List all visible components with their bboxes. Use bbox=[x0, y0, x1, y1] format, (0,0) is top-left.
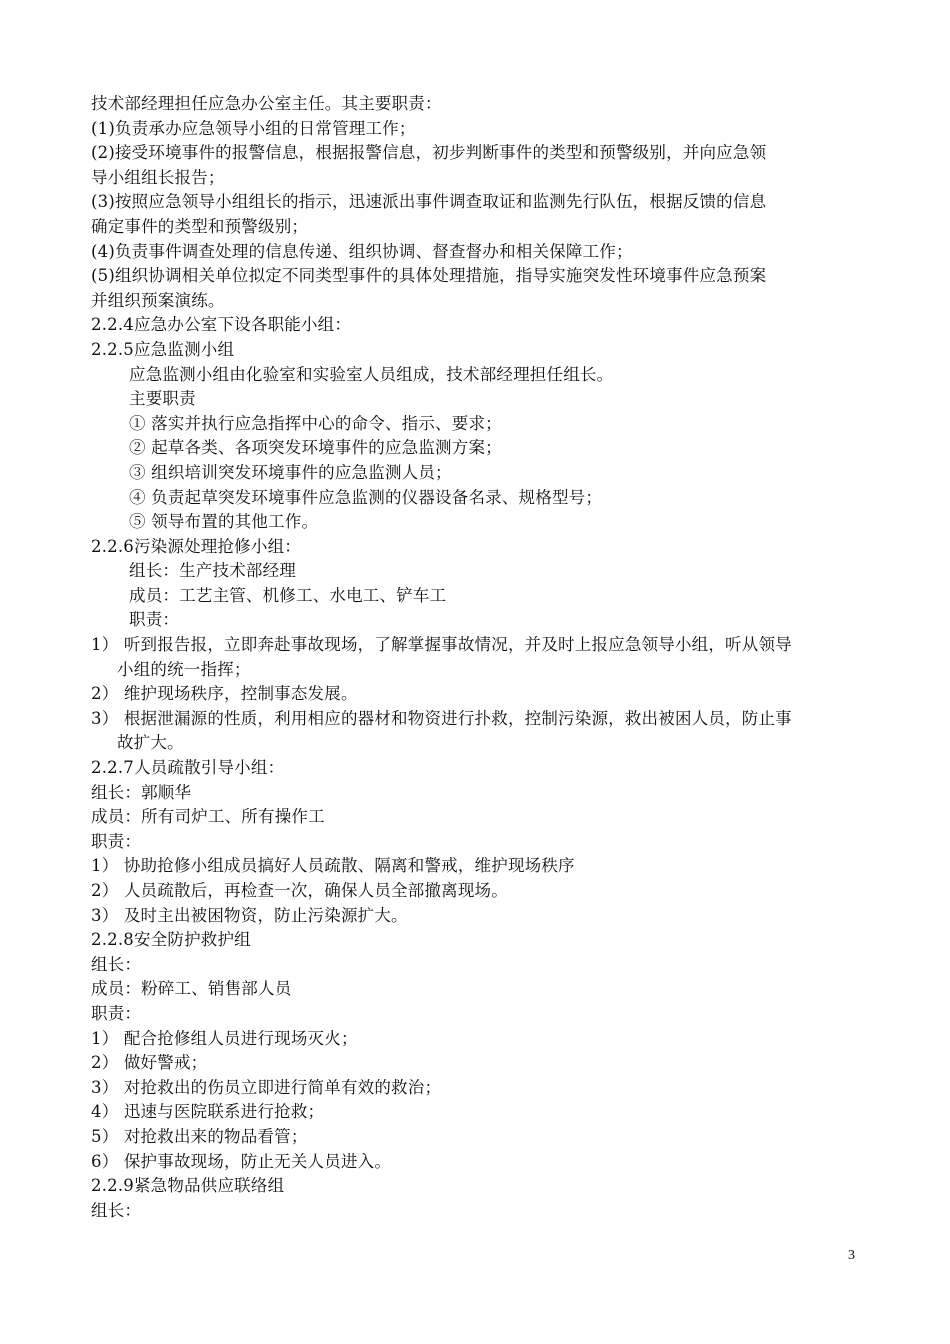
paragraph: 成员：所有司炉工、所有操作工 bbox=[91, 807, 325, 827]
list-item: 3） 及时主出被困物资，防止污染源扩大。 bbox=[91, 905, 408, 925]
paragraph: 职责： bbox=[91, 831, 142, 851]
list-item: 6） 保护事故现场，防止无关人员进入。 bbox=[91, 1151, 392, 1171]
paragraph: 成员：工艺主管、机修工、水电工、铲车工 bbox=[129, 585, 447, 605]
paragraph: 组长：生产技术部经理 bbox=[129, 561, 296, 581]
list-item: 2） 人员疏散后，再检查一次，确保人员全部撤离现场。 bbox=[91, 881, 508, 900]
list-item: ⑤ 领导布置的其他工作。 bbox=[129, 512, 319, 532]
list-item-continuation: 确定事件的类型和预警级别； bbox=[91, 216, 309, 236]
paragraph: 组长：郭顺华 bbox=[91, 782, 192, 802]
section-heading: 2.2.5应急监测小组 bbox=[91, 339, 235, 359]
list-item: 2） 维护现场秩序，控制事态发展。 bbox=[91, 684, 358, 704]
list-item: (5)组织协调相关单位拟定不同类型事件的具体处理措施，指导实施突发性环境事件应急预案 bbox=[91, 266, 767, 286]
list-item: 1） 听到报告报，立即奔赴事故现场，了解掌握事故情况，并及时上报应急领导小组，听从领导 bbox=[91, 635, 792, 655]
section-heading: 2.2.7人员疏散引导小组： bbox=[91, 758, 285, 778]
list-item: ③ 组织培训突发环境事件的应急监测人员； bbox=[129, 462, 452, 482]
list-item: (4)负责事件调查处理的信息传递、组织协调、督查督办和相关保障工作； bbox=[91, 241, 633, 261]
list-item: ④ 负责起草突发环境事件应急监测的仪器设备名录、规格型号； bbox=[129, 487, 603, 507]
list-item: ② 起草各类、各项突发环境事件的应急监测方案； bbox=[129, 438, 502, 458]
list-item: 5） 对抢救出来的物品看管； bbox=[91, 1126, 308, 1146]
paragraph: 组长： bbox=[91, 954, 142, 974]
section-heading: 2.2.4应急办公室下设各职能小组： bbox=[91, 315, 352, 335]
section-heading: 2.2.9紧急物品供应联络组 bbox=[91, 1176, 285, 1196]
list-item-continuation: 小组的统一指挥； bbox=[117, 659, 251, 679]
paragraph: 职责： bbox=[129, 610, 180, 630]
list-item-continuation: 并组织预案演练。 bbox=[91, 290, 225, 310]
list-item: (2)接受环境事件的报警信息，根据报警信息，初步判断事件的类型和预警级别，并向应急领 bbox=[91, 143, 767, 163]
list-item: (3)按照应急领导小组组长的指示，迅速派出事件调查取证和监测先行队伍，根据反馈的信息 bbox=[91, 192, 767, 212]
section-heading: 2.2.8安全防护救护组 bbox=[91, 930, 251, 950]
list-item: 1） 协助抢修小组成员搞好人员疏散、隔离和警戒，维护现场秩序 bbox=[91, 856, 575, 876]
paragraph: 职责： bbox=[91, 1003, 142, 1023]
subheading: 主要职责 bbox=[129, 389, 196, 409]
list-item: 3） 根据泄漏源的性质，利用相应的器材和物资进行扑救，控制污染源，救出被困人员，防止事 bbox=[91, 708, 792, 728]
section-heading: 2.2.6污染源处理抢修小组： bbox=[91, 536, 301, 556]
paragraph: 组长： bbox=[91, 1200, 142, 1220]
list-item: 3） 对抢救出的伤员立即进行简单有效的救治； bbox=[91, 1077, 442, 1097]
list-item: 4） 迅速与医院联系进行抢救； bbox=[91, 1102, 325, 1122]
list-item-continuation: 故扩大。 bbox=[117, 733, 184, 753]
paragraph: 应急监测小组由化验室和实验室人员组成，技术部经理担任组长。 bbox=[129, 364, 614, 384]
list-item-continuation: 导小组组长报告； bbox=[91, 167, 225, 187]
paragraph: 成员：粉碎工、销售部人员 bbox=[91, 979, 292, 999]
list-item: (1)负责承办应急领导小组的日常管理工作； bbox=[91, 118, 416, 138]
list-item: 1） 配合抢修组人员进行现场灭火； bbox=[91, 1028, 358, 1048]
page-number: 3 bbox=[848, 1248, 855, 1263]
list-item: ① 落实并执行应急指挥中心的命令、指示、要求； bbox=[129, 413, 502, 433]
text-line: 技术部经理担任应急办公室主任。其主要职责： bbox=[91, 94, 442, 113]
list-item: 2） 做好警戒； bbox=[91, 1053, 208, 1073]
document-body bbox=[91, 92, 863, 1223]
